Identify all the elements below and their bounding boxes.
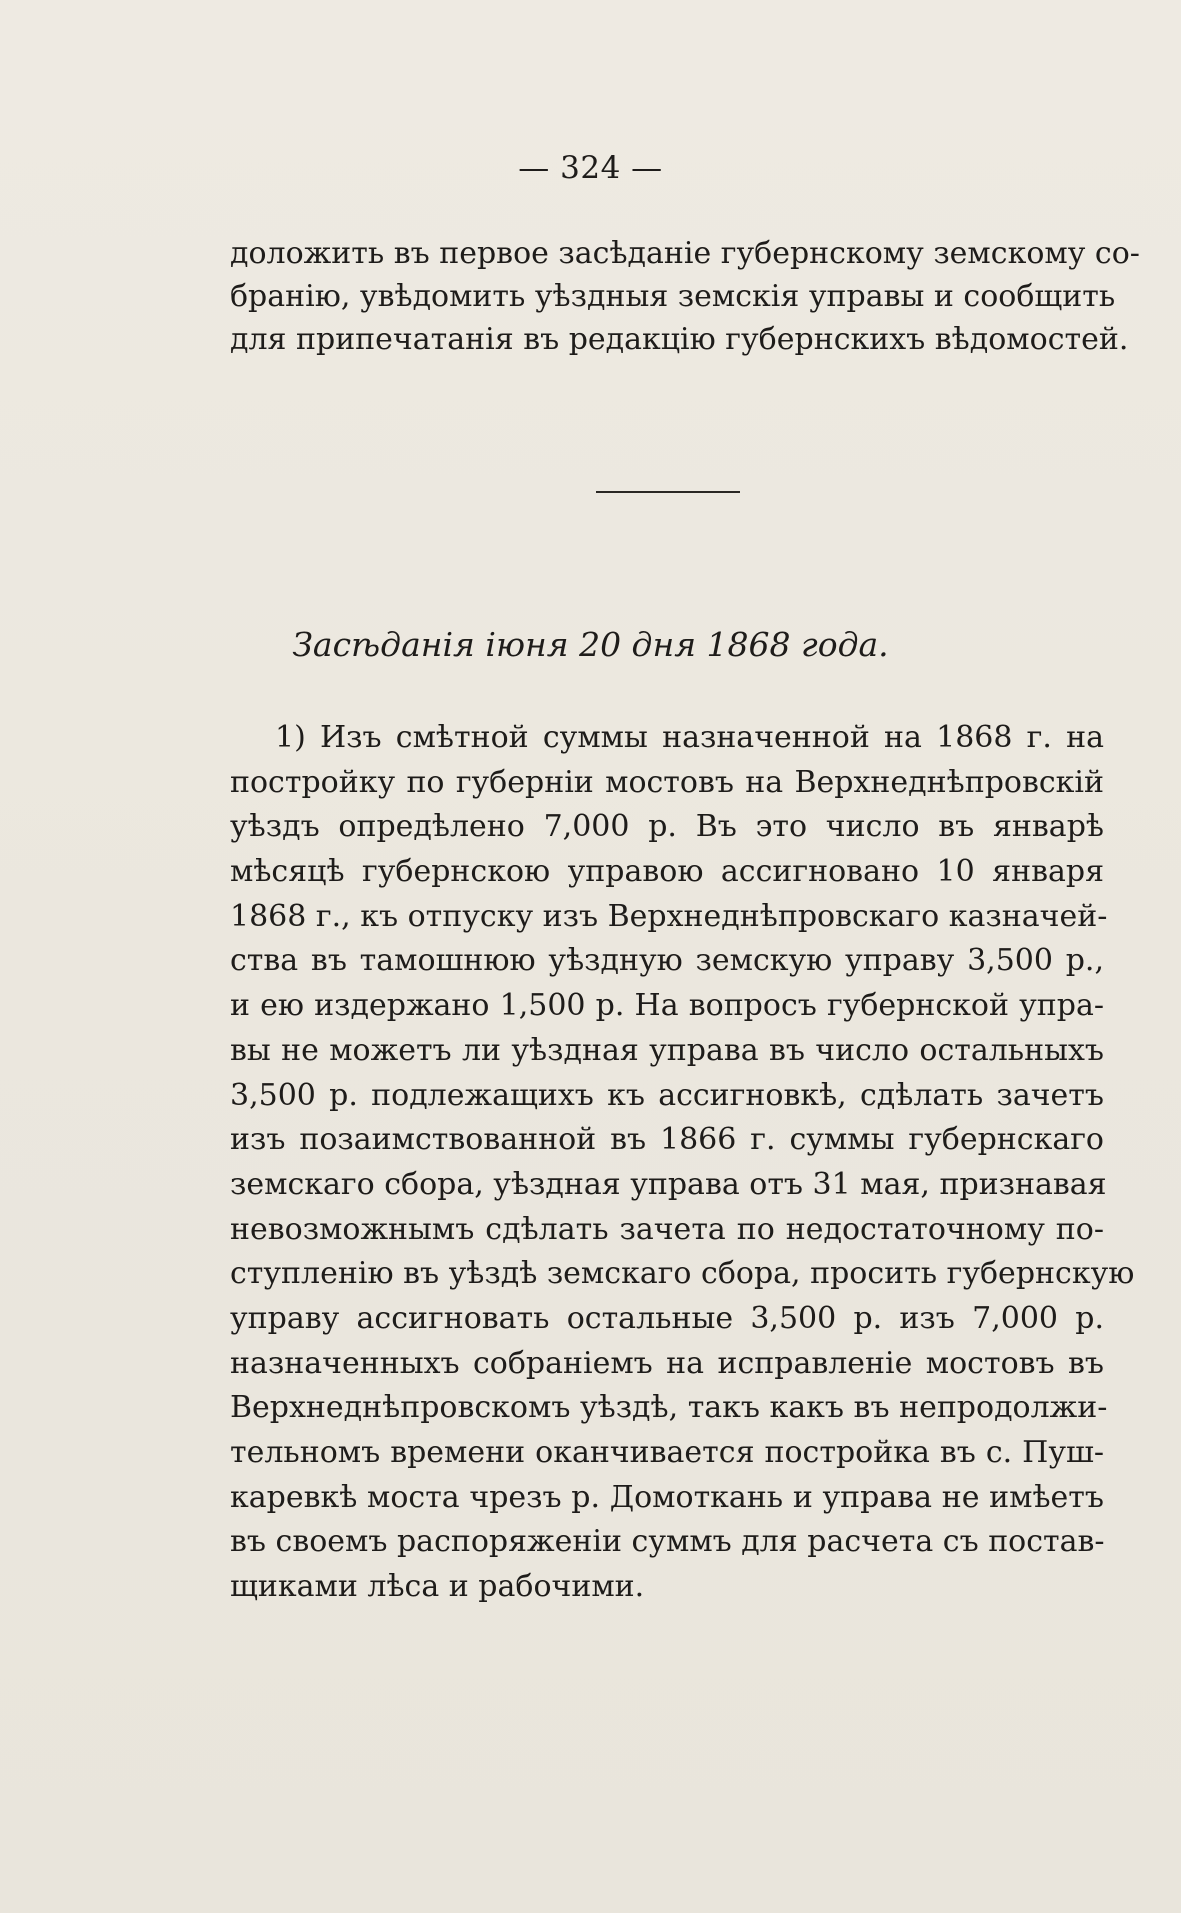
page-number: — 324 — [518,150,663,186]
text-line: назначенныхъ собраніемъ на исправленіе мостовъ въ [230,1345,1104,1381]
text-line: 1) Изъ смѣтной суммы назначенной на 1868 г. на [275,720,1104,755]
intro-paragraph [230,232,1140,361]
text-line: ства въ тамошнюю уѣздную земскую управу 3,500 р., [230,943,1104,979]
text-line: для припечатанія въ редакцію губернскихъ вѣдомостей. [230,322,1129,357]
text-line: земскаго сбора, уѣздная управа отъ 31 мая, признавая [230,1166,1107,1202]
text-line: ступленію въ уѣздѣ земскаго сбора, просить губернскую [230,1256,1135,1292]
text-line: въ своемъ распоряженіи суммъ для расчета съ постав- [230,1524,1105,1560]
text-line: 1868 г., къ отпуску изъ Верхнеднѣпровскаго казначей- [230,898,1108,934]
text-line: невозможнымъ сдѣлать зачета по недостаточному по- [230,1211,1104,1247]
text-line: Верхнеднѣпровскомъ уѣздѣ, такъ какъ въ непродолжи- [230,1390,1108,1426]
text-line: постройку по губерніи мостовъ на Верхнеднѣпровскій [230,764,1104,800]
text-line: 3,500 р. подлежащихъ къ ассигновкѣ, сдѣлать зачетъ [230,1077,1104,1113]
text-line: и ею издержано 1,500 р. На вопросъ губернской упра- [230,988,1104,1024]
text-line: щиками лѣса и рабочими. [230,1569,645,1605]
text-line: управу ассигновать остальные 3,500 р. изъ 7,000 р. [230,1300,1104,1336]
text-line: уѣздъ опредѣлено 7,000 р. Въ это число въ январѣ [230,809,1104,845]
text-line: бранію, увѣдомить уѣздныя земскія управы и сообщить [230,279,1116,314]
text-line: вы не можетъ ли уѣздная управа въ число остальныхъ [230,1032,1104,1068]
section-divider [596,491,740,493]
text-line: тельномъ времени оканчивается постройка въ с. Пуш- [230,1435,1104,1470]
text-line: каревкѣ моста чрезъ р. Домоткань и управа не имѣетъ [230,1479,1104,1515]
text-line: мѣсяцѣ губернскою управою ассигновано 10 января [230,854,1104,890]
text-line: изъ позаимствованной въ 1866 г. суммы губернскаго [230,1122,1104,1158]
text-line: доложить въ первое засѣданіе губернскому земскому со- [230,236,1140,271]
session-heading: Засѣданія іюня 20 дня 1868 года. [292,625,889,664]
body-paragraph [230,716,1135,1610]
